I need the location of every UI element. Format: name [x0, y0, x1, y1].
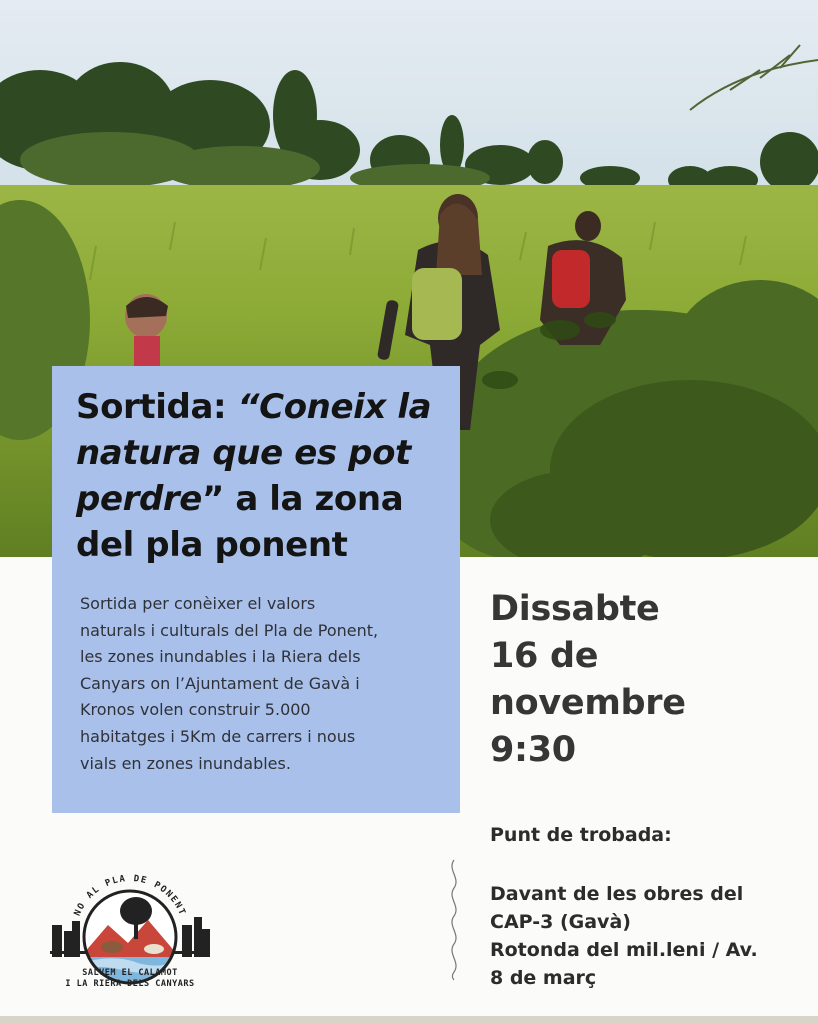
- meeting-point-address: [490, 880, 812, 992]
- date-number: 16 de: [490, 636, 599, 676]
- title-italic: “Coneix la natura que es pot perdre: [76, 387, 432, 519]
- bottom-border: [0, 1016, 818, 1024]
- date-time: 9:30: [490, 730, 576, 770]
- logo-caption-line: SALVEM EL CALAMOT: [82, 968, 178, 978]
- address-line: Rotonda del mil.leni / Av.: [490, 939, 758, 961]
- event-date: [490, 586, 810, 774]
- address-line: 8 de març: [490, 967, 597, 989]
- event-title: [76, 384, 456, 568]
- logo-caption: [48, 968, 212, 990]
- squiggle-divider-icon: [443, 858, 465, 982]
- address-line: Davant de les obres del: [490, 883, 744, 905]
- date-month: novembre: [490, 683, 686, 723]
- logo-caption-line: I LA RIERA DELS CANYARS: [65, 979, 195, 989]
- title-suffix: ” a la zona del pla ponent: [76, 479, 404, 565]
- logo-arc-text: NO AL PLA DE PONENT: [72, 874, 188, 918]
- meeting-point-label: Punt de trobada:: [490, 824, 672, 846]
- title-prefix: Sortida:: [76, 387, 238, 427]
- event-description: Sortida per conèixer el valors naturals i culturals del Pla de Ponent, les zones inundables i la Riera dels Canyars on l’Ajuntament de Gavà i Kronos volen construir 5.000 habitatges i 5Km de carrers i nous vials en zones inundables.: [80, 594, 379, 773]
- date-day: Dissabte: [490, 589, 660, 629]
- address-line: CAP-3 (Gavà): [490, 911, 631, 933]
